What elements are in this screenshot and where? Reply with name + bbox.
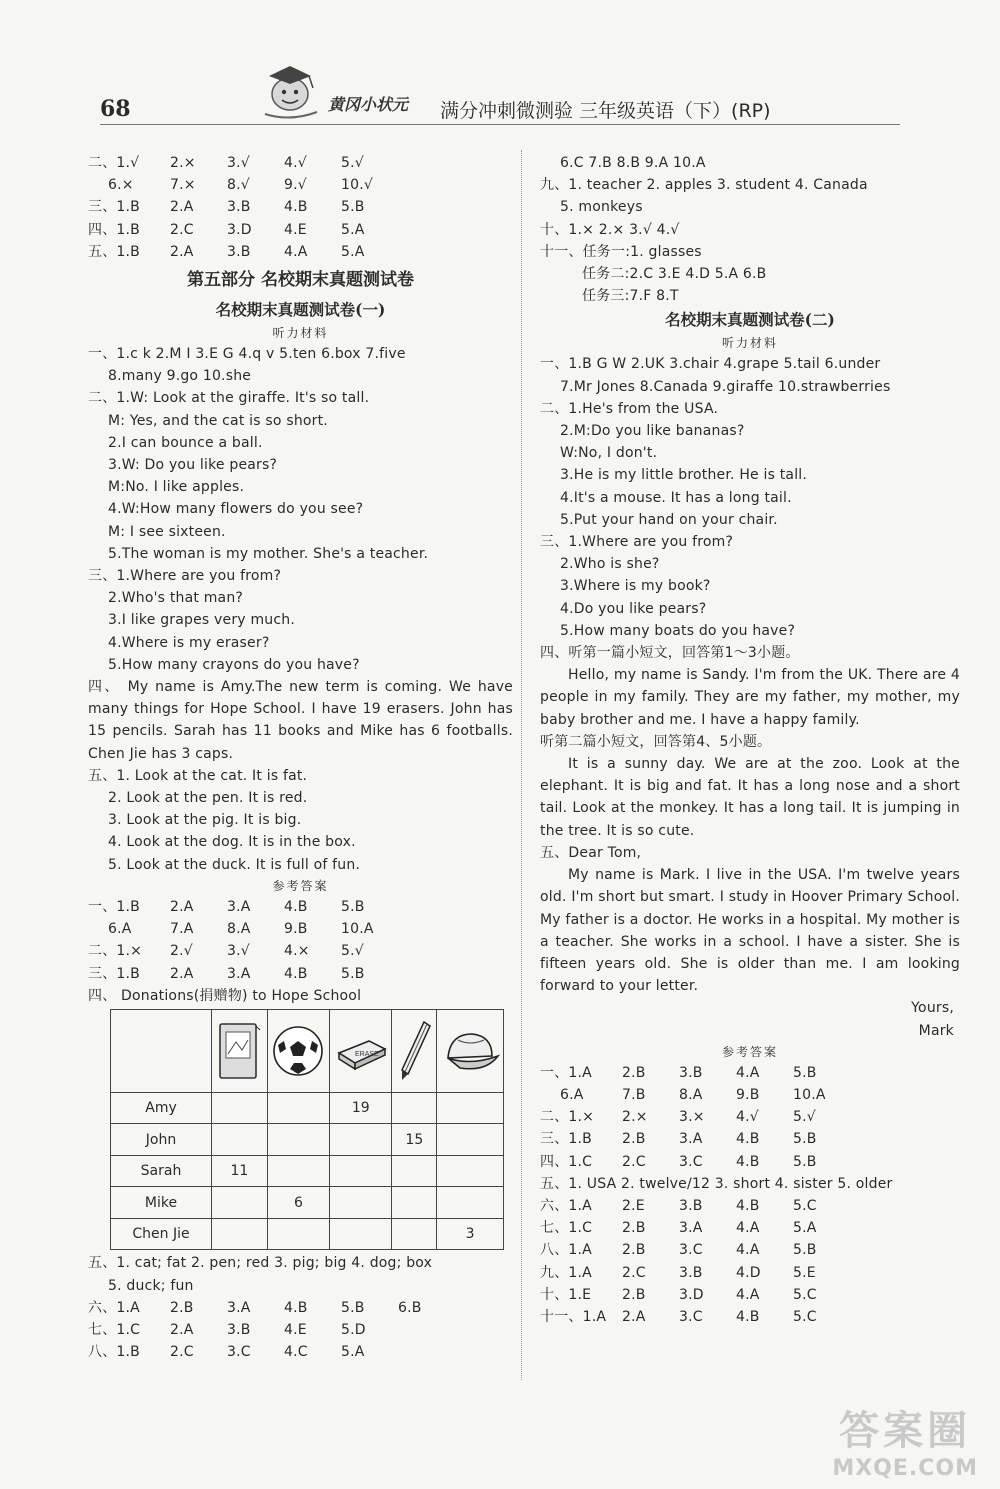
answer-cell: 4.E <box>284 1322 307 1339</box>
answer-cell: 5.B <box>793 1131 817 1148</box>
book-icon <box>212 1009 268 1092</box>
answer-line: 6.C 7.B 8.B 9.A 10.A <box>560 155 706 171</box>
answer-row <box>88 241 513 263</box>
answer-row <box>88 940 513 962</box>
answer-cell: 5.B <box>341 1299 365 1316</box>
table-cell <box>437 1092 504 1124</box>
answer-cell: 3.C <box>679 1242 703 1259</box>
answer-cell: 三、1.B <box>540 1131 592 1148</box>
header-rule <box>100 124 900 125</box>
paper1-answers-label: 参考答案 <box>272 878 329 893</box>
listening-line: 8.many 9.go 10.she <box>108 368 252 385</box>
answer-cell: 5.D <box>341 1322 366 1339</box>
listening-line: M: Yes, and the cat is so short. <box>108 412 328 429</box>
answer-cell: 9.B <box>284 921 308 938</box>
answer-row <box>540 1262 960 1284</box>
answer-cell: 9.B <box>736 1086 760 1103</box>
answer-cell: 8.A <box>679 1086 703 1103</box>
answer-cell: 2.A <box>170 1322 194 1339</box>
table-row-name: Amy <box>111 1092 212 1124</box>
table-cell <box>437 1124 504 1156</box>
paper1-part4-passage: 四、 My name is Amy.The new term is coming. We have many things for Hope School. I have 19 erasers. John has 15 pencils. Sarah has 11 books and Mike has 6 footballs. Chen Jie has 3 caps. <box>88 679 513 762</box>
table-row-name: Sarah <box>111 1155 212 1187</box>
listening-line: 3.He is my little brother. He is tall. <box>560 467 808 484</box>
answer-row <box>88 1297 513 1319</box>
listening-line: 一、1.c k 2.M I 3.E G 4.q v 5.ten 6.box 7.five <box>88 346 406 363</box>
table-cell <box>212 1218 268 1250</box>
answer-line: 任务二:2.C 3.E 4.D 5.A 6.B <box>582 266 767 283</box>
table-cell: 19 <box>330 1092 392 1124</box>
answer-cell: 4.B <box>284 1299 308 1316</box>
paper2-answers <box>540 1062 960 1328</box>
answer-cell: 5.B <box>793 1242 817 1259</box>
listening-line: 三、1.Where are you from? <box>540 534 734 551</box>
paper2-answers-label: 参考答案 <box>721 1044 778 1059</box>
answer-cell: 4.E <box>284 221 307 238</box>
table-cell <box>267 1092 329 1124</box>
answer-cell: 3.A <box>227 1299 251 1316</box>
answer-cell: 八、1.A <box>540 1242 592 1259</box>
answer-cell: 10.A <box>341 921 374 938</box>
answer-line: 十一、任务一:1. glasses <box>540 243 702 260</box>
table-cell: 15 <box>392 1124 437 1156</box>
paper2-part4-intro2: 听第二篇小短文，回答第4、5小题。 <box>540 733 772 750</box>
answer-cell: 5.B <box>793 1064 817 1081</box>
answer-cell: 10.A <box>793 1086 826 1103</box>
table-row-name: Mike <box>111 1187 212 1219</box>
answer-cell: 六、1.A <box>540 1197 592 1214</box>
answer-cell: 3.A <box>679 1220 703 1237</box>
answer-cell: 3.√ <box>227 155 250 171</box>
answer-cell: 4.A <box>736 1242 760 1259</box>
answer-cell: 5.C <box>793 1286 817 1303</box>
table-cell <box>330 1124 392 1156</box>
answer-cell: 一、1.B <box>88 898 140 915</box>
watermark-text: 答案圈 <box>839 1408 972 1454</box>
answer-cell: 四、1.B <box>88 221 140 238</box>
answer-cell: 3.B <box>679 1264 703 1281</box>
football-icon <box>267 1009 329 1092</box>
answer-cell: 5.√ <box>341 155 364 171</box>
answer-cell: 十一、1.A <box>540 1308 607 1325</box>
answer-cell: 3.× <box>679 1109 705 1126</box>
answer-cell: 4.B <box>284 199 308 216</box>
answer-cell: 3.A <box>679 1131 703 1148</box>
answer-row <box>88 963 513 985</box>
answer-row <box>540 1195 960 1217</box>
paper2-listening-label: 听力材料 <box>721 336 778 351</box>
table-cell <box>392 1092 437 1124</box>
table-cell <box>330 1218 392 1250</box>
header-title: 满分冲刺微测验 三年级英语（下）(RP) <box>440 100 771 122</box>
part5-line: 4. Look at the dog. It is in the box. <box>108 834 356 851</box>
answer-row <box>88 196 513 218</box>
listening-line: 2.M:Do you like bananas? <box>560 423 745 440</box>
answer-cell: 4.B <box>736 1308 760 1325</box>
svg-text:ERASE: ERASE <box>354 1050 379 1058</box>
answer-row <box>88 152 513 174</box>
listening-line: W:No, I don't. <box>560 445 658 462</box>
answer-cell: 7.× <box>170 177 196 194</box>
table-cell <box>392 1218 437 1250</box>
answer-row <box>540 1173 960 1195</box>
answer-cell: 6.A <box>108 921 132 938</box>
answer-row <box>88 918 513 940</box>
answer-row <box>88 219 513 241</box>
answer-cell: 3.D <box>679 1286 704 1303</box>
table-cell <box>212 1187 268 1219</box>
answer-cell: 3.B <box>679 1064 703 1081</box>
answer-cell: 5.A <box>341 1344 365 1361</box>
table-cell <box>330 1187 392 1219</box>
table-cell <box>330 1155 392 1187</box>
answer-cell: 4.B <box>284 965 308 982</box>
mascot-logo-icon <box>255 60 325 120</box>
answer-cell: 三、1.B <box>88 199 140 216</box>
answer-cell: 2.B <box>622 1220 646 1237</box>
answer-cell: 2.B <box>622 1286 646 1303</box>
table-row <box>111 1124 504 1156</box>
table-row-name: John <box>111 1124 212 1156</box>
listening-line: 一、1.B G W 2.UK 3.chair 4.grape 5.tail 6.under <box>540 356 881 373</box>
answer-cell: 2.C <box>622 1264 646 1281</box>
paper2-title: 名校期末真题测试卷(二) <box>665 310 835 330</box>
table-cell: 6 <box>267 1187 329 1219</box>
section-title: 第五部分 名校期末真题测试卷 <box>187 270 414 291</box>
answer-row <box>540 1284 960 1306</box>
answer-cell: 七、1.C <box>88 1322 141 1339</box>
brand-name: 黄冈小状元 <box>328 95 409 114</box>
answer-cell: 4.B <box>284 898 308 915</box>
answer-cell: 2.C <box>622 1153 646 1170</box>
answer-row <box>540 1062 960 1084</box>
column-divider <box>521 150 522 1380</box>
listening-line: 4.W:How many flowers do you see? <box>108 501 364 518</box>
listening-line: 7.Mr Jones 8.Canada 9.giraffe 10.strawberries <box>560 378 891 395</box>
answer-cell: 8.A <box>227 921 251 938</box>
table-cell <box>212 1124 268 1156</box>
answer-cell: 三、1.B <box>88 965 140 982</box>
cap-icon <box>437 1009 504 1092</box>
listening-line: 5.The woman is my mother. She's a teacher. <box>108 545 429 562</box>
answer-cell: 3.B <box>227 243 251 260</box>
answer-cell: 五、1. USA 2. twelve/12 3. short 4. sister 5. older <box>540 1175 893 1192</box>
eraser-icon <box>330 1009 392 1092</box>
answer-line: 任务三:7.F 8.T <box>582 288 679 305</box>
answer-cell: 2.C <box>170 1344 194 1361</box>
letter-greeting: 五、Dear Tom, <box>540 844 642 861</box>
paper1-listening-label: 听力材料 <box>272 326 329 341</box>
table-row <box>111 1218 504 1250</box>
answer-row <box>88 1319 513 1341</box>
answer-cell: 4.× <box>284 943 310 960</box>
answer-cell: 3.A <box>227 898 251 915</box>
answer-row <box>88 174 513 196</box>
answer-cell: 3.B <box>227 199 251 216</box>
answer-cell: 7.A <box>170 921 194 938</box>
table-row-name: Chen Jie <box>111 1218 212 1250</box>
part5-line: 5. Look at the duck. It is full of fun. <box>108 856 361 873</box>
answer-cell: 3.C <box>679 1153 703 1170</box>
paper1-answers <box>88 896 513 985</box>
answer-cell: 2.× <box>622 1109 648 1126</box>
answer-cell: 七、1.C <box>540 1220 593 1237</box>
answer-cell: 4.A <box>736 1220 760 1237</box>
donation-table-title: 四、 Donations(捐赠物) to Hope School <box>88 987 362 1004</box>
answer-cell: 五、1.B <box>88 243 140 260</box>
answer-row <box>540 1306 960 1328</box>
answer-cell: 二、1.× <box>88 943 143 960</box>
answer-row <box>88 896 513 918</box>
part5-line: 五、1. Look at the cat. It is fat. <box>88 767 308 784</box>
answer-cell: 4.C <box>284 1344 308 1361</box>
previous-answers <box>88 152 513 263</box>
table-row <box>111 1092 504 1124</box>
answer-cell: 二、1.√ <box>88 155 140 171</box>
answer-cell: 5.A <box>793 1220 817 1237</box>
listening-line: 三、1.Where are you from? <box>88 568 282 585</box>
answer-row <box>540 1239 960 1261</box>
table-cell <box>267 1218 329 1250</box>
answer-cell: 6.× <box>108 177 134 194</box>
listening-line: 2.Who is she? <box>560 556 660 573</box>
answer-cell: 5.B <box>341 898 365 915</box>
listening-line: 3.Where is my book? <box>560 578 711 595</box>
listening-line: M:No. I like apples. <box>108 479 245 496</box>
listening-line: 二、1.W: Look at the giraffe. It's so tall. <box>88 390 370 407</box>
letter-sign: Mark <box>918 1022 954 1039</box>
listening-line: 4.Do you like pears? <box>560 600 707 617</box>
table-cell <box>437 1155 504 1187</box>
letter-body: My name is Mark. I live in the USA. I'm twelve years old. I'm short but smart. I study in Hoover Primary School. My father is a doctor. He works in a hospital. My mother is a teacher. She works in a school. I have a sister. She is fifteen years old. She is older than me. I am looking forward to your letter. <box>540 867 960 995</box>
answer-cell: 2.A <box>622 1308 646 1325</box>
answer-cell: 2.B <box>622 1064 646 1081</box>
answer-cell: 六、1.A <box>88 1299 140 1316</box>
table-cell <box>212 1092 268 1124</box>
paper2-passage-1: Hello, my name is Sandy. I'm from the UK. There are 4 people in my family. They are my father, my mother, my baby brother and me. I have a happy family. <box>540 667 960 728</box>
answer-cell: 3.C <box>227 1344 251 1361</box>
answer-cell: 2.B <box>622 1242 646 1259</box>
answer-cell: 4.√ <box>736 1109 759 1126</box>
answer-cell: 6.B <box>398 1299 422 1316</box>
answer-cell: 4.A <box>736 1286 760 1303</box>
answer-cell: 2.B <box>622 1131 646 1148</box>
answer-cell: 十、1.E <box>540 1286 592 1303</box>
answer-cell: 2.C <box>170 221 194 238</box>
paper1-listening <box>88 343 513 676</box>
watermark-url: MXQE.COM <box>832 1456 978 1481</box>
paper1-part5 <box>88 765 513 876</box>
answer-line: 5. duck; fun <box>108 1277 194 1294</box>
answer-line: 九、1. teacher 2. apples 3. student 4. Canada <box>540 177 868 194</box>
answer-cell: 2.E <box>622 1197 645 1214</box>
answer-cell: 四、1.C <box>540 1153 593 1170</box>
listening-line: 2.I can bounce a ball. <box>108 434 263 451</box>
answer-cell: 2.× <box>170 155 196 171</box>
answer-row <box>540 1151 960 1173</box>
listening-line: 5.How many boats do you have? <box>560 622 796 639</box>
donation-icon-row <box>111 1009 504 1092</box>
answer-cell: 4.√ <box>284 155 307 171</box>
answer-cell: 10.√ <box>341 177 373 194</box>
answer-cell: 5.B <box>341 199 365 216</box>
answer-cell: 5.E <box>793 1264 816 1281</box>
answer-cell: 5.B <box>341 965 365 982</box>
answer-row <box>540 1084 960 1106</box>
letter-close: Yours, <box>911 1000 954 1017</box>
answer-cell: 2.A <box>170 965 194 982</box>
answer-cell: 5.√ <box>341 943 364 960</box>
paper1-title: 名校期末真题测试卷(一) <box>215 300 386 320</box>
answer-row <box>540 1106 960 1128</box>
table-cell <box>392 1155 437 1187</box>
answer-row <box>88 1341 513 1363</box>
table-cell <box>437 1187 504 1219</box>
listening-line: 二、1.He's from the USA. <box>540 400 719 417</box>
table-cell: 11 <box>212 1155 268 1187</box>
answer-cell: 5.C <box>793 1308 817 1325</box>
listening-line: M: I see sixteen. <box>108 523 226 540</box>
table-cell <box>267 1124 329 1156</box>
answer-cell: 二、1.× <box>540 1109 595 1126</box>
table-row <box>111 1187 504 1219</box>
answer-cell: 5.A <box>341 243 365 260</box>
paper2-passage-2: It is a sunny day. We are at the zoo. Look at the elephant. It is big and fat. It has a long nose and a short tail. Look at the monkey. It has a long tail. It is jumping in the tree. It is so cute. <box>540 756 960 839</box>
answer-cell: 2.√ <box>170 943 193 960</box>
answer-cell: 4.B <box>736 1197 760 1214</box>
answer-cell: 八、1.B <box>88 1344 140 1361</box>
answer-cell: 2.A <box>170 243 194 260</box>
paper1-more-answers <box>88 1297 513 1364</box>
answer-line: 五、1. cat; fat 2. pen; red 3. pig; big 4. dog; box <box>88 1255 433 1272</box>
part5-line: 3. Look at the pig. It is big. <box>108 812 302 829</box>
answer-cell: 3.B <box>227 1322 251 1339</box>
answer-cell: 3.D <box>227 221 252 238</box>
listening-line: 2.Who's that man? <box>108 590 244 607</box>
paper2-part4-intro: 四、听第一篇小短文，回答第1～3小题。 <box>540 645 800 662</box>
answer-cell: 8.√ <box>227 177 250 194</box>
answer-cell: 3.√ <box>227 943 250 960</box>
answer-cell: 4.A <box>736 1064 760 1081</box>
listening-line: 4.Where is my eraser? <box>108 634 270 651</box>
answer-cell: 4.B <box>736 1131 760 1148</box>
answer-cell: 一、1.A <box>540 1064 592 1081</box>
answer-cell: 7.B <box>622 1086 646 1103</box>
answer-cell: 5.A <box>341 221 365 238</box>
answer-cell: 6.A <box>560 1086 584 1103</box>
answer-cell: 2.A <box>170 898 194 915</box>
table-cell <box>267 1155 329 1187</box>
listening-line: 5.Put your hand on your chair. <box>560 511 778 528</box>
table-cell: 3 <box>437 1218 504 1250</box>
table-row <box>111 1155 504 1187</box>
pencil-icon <box>392 1009 437 1092</box>
listening-line: 4.It's a mouse. It has a long tail. <box>560 489 792 506</box>
answer-line: 十、1.× 2.× 3.√ 4.√ <box>540 221 680 238</box>
table-cell <box>392 1187 437 1219</box>
listening-line: 3.I like grapes very much. <box>108 612 295 629</box>
answer-cell: 九、1.A <box>540 1264 592 1281</box>
answer-line: 5. monkeys <box>560 199 643 216</box>
answer-cell: 5.√ <box>793 1109 816 1126</box>
answer-cell: 3.C <box>679 1308 703 1325</box>
listening-line: 5.How many crayons do you have? <box>108 656 360 673</box>
paper2-listening <box>540 353 960 642</box>
answer-row <box>540 1217 960 1239</box>
listening-line: 3.W: Do you like pears? <box>108 457 278 474</box>
watermark <box>832 1399 978 1481</box>
answer-cell: 5.B <box>793 1153 817 1170</box>
answer-cell: 4.B <box>736 1153 760 1170</box>
answer-cell: 9.√ <box>284 177 307 194</box>
answer-cell: 3.B <box>679 1197 703 1214</box>
answer-row <box>540 1128 960 1150</box>
donation-table <box>110 1009 504 1251</box>
answer-cell: 2.A <box>170 199 194 216</box>
left-column <box>88 152 513 1363</box>
continued-answers <box>540 152 960 307</box>
answer-cell: 2.B <box>170 1299 194 1316</box>
table-corner <box>111 1009 212 1092</box>
answer-cell: 3.A <box>227 965 251 982</box>
page-number: 68 <box>100 96 131 122</box>
answer-cell: 4.A <box>284 243 308 260</box>
part5-line: 2. Look at the pen. It is red. <box>108 790 308 807</box>
answer-cell: 5.C <box>793 1197 817 1214</box>
paper1-part5-answers <box>88 1252 513 1296</box>
answer-cell: 4.D <box>736 1264 761 1281</box>
right-column <box>540 152 960 1328</box>
